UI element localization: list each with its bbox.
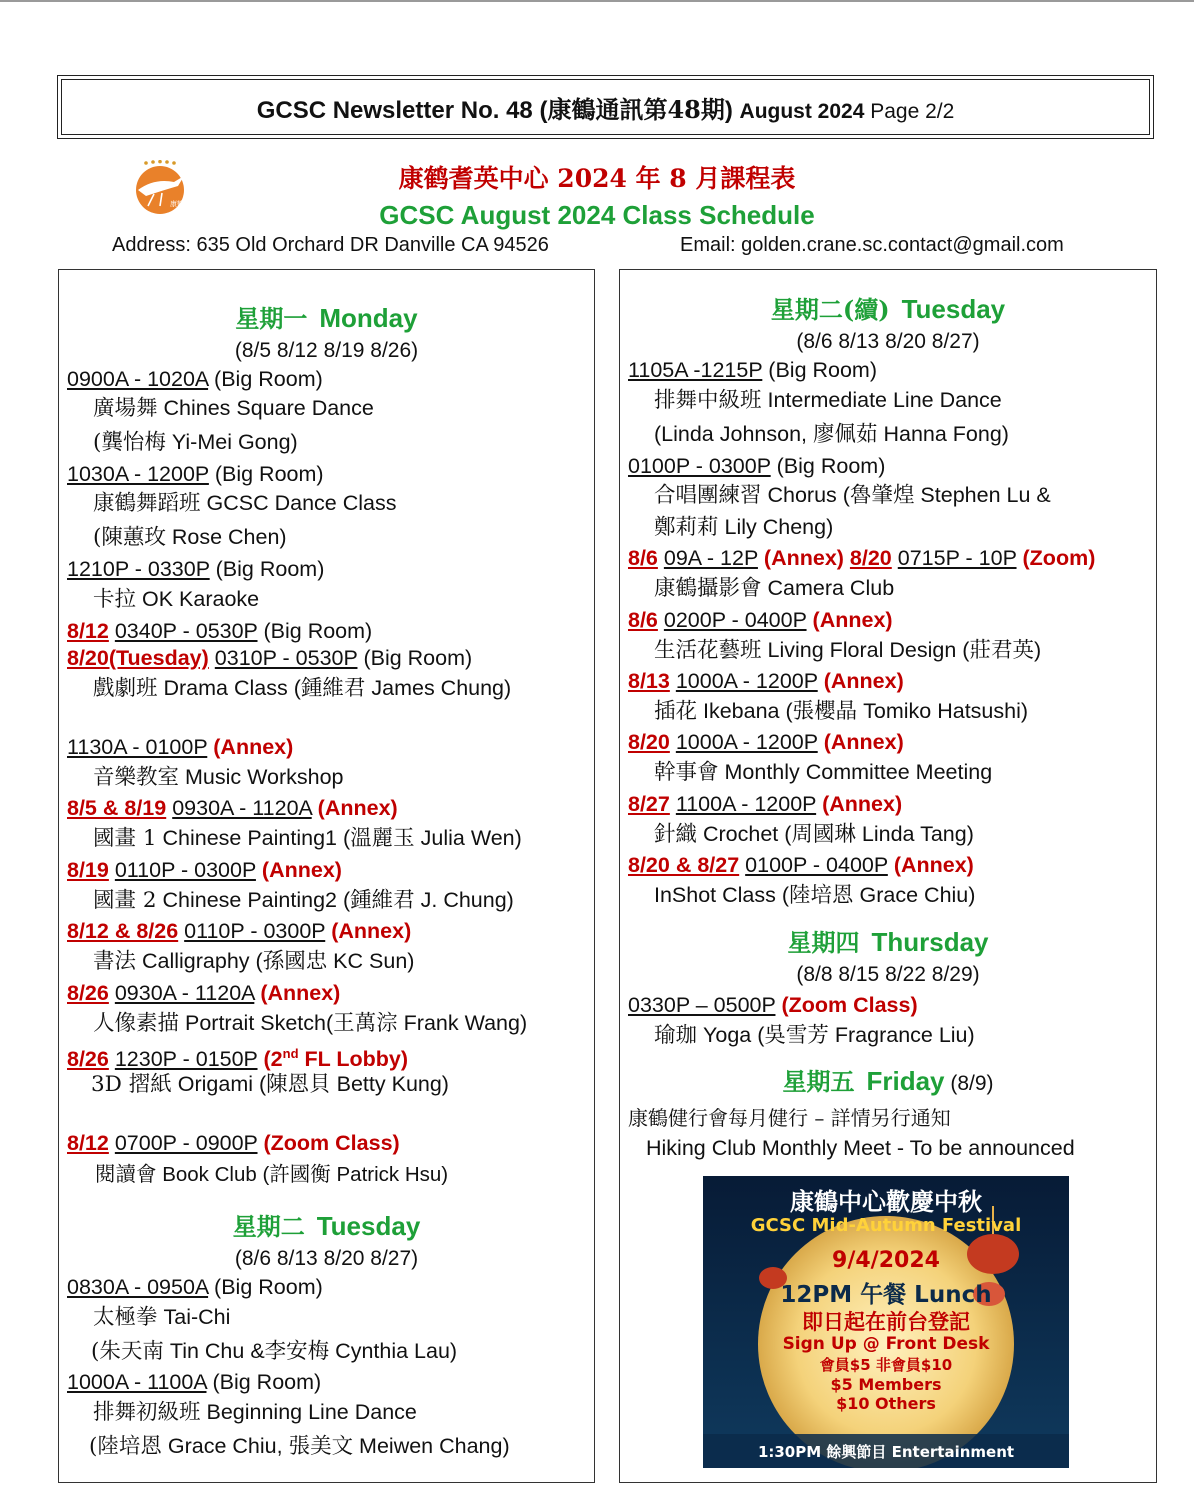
newsletter-name: GCSC Newsletter No. 48	[256, 97, 533, 124]
class-time: 1105A -1215P	[628, 358, 763, 382]
room-superscript: nd	[282, 1046, 299, 1061]
poster-title-zh: 康鶴中心歡慶中秋	[790, 1188, 982, 1216]
day-zh: 星期二	[232, 1212, 305, 1241]
class-time-row	[628, 544, 1095, 572]
teacher-zh: 吳雪芳	[764, 1023, 829, 1048]
teacher-en: Linda Tang)	[855, 822, 974, 846]
class-time-row	[628, 728, 904, 756]
class-time: 0110P - 0300P	[184, 919, 326, 943]
class-time: 1100A - 1200P	[675, 792, 817, 816]
class-title-en: Chinese Painting1 (	[156, 826, 351, 850]
class-time-row	[67, 856, 342, 884]
newsletter-header	[57, 75, 1154, 139]
schedule-title-zh: 康鹤耆英中心 2024 年 8 月課程表	[398, 164, 796, 193]
class-time-row	[628, 606, 893, 634]
class-title-zh: 針織	[654, 822, 698, 847]
day-zh: 星期四	[787, 928, 860, 957]
class-date: 8/20(Tuesday)	[67, 646, 209, 670]
class-title-en: Portrait Sketch(	[179, 1011, 334, 1035]
class-room: (Annex)	[823, 669, 904, 693]
class-time: 1030A - 1200P	[67, 462, 209, 486]
class-time: 0900A - 1020A	[67, 367, 209, 391]
class-title-zh: 康鶴舞蹈班	[93, 491, 201, 516]
teacher-en: (Linda Johnson,	[654, 422, 813, 446]
class-title-row	[654, 881, 975, 910]
class-title-en: Beginning Line Dance	[200, 1400, 417, 1424]
class-title-zh: 幹事會	[654, 760, 719, 785]
poster-date: 9/4/2024	[832, 1248, 940, 1273]
class-time: 0100P - 0300P	[628, 454, 771, 478]
newsletter-zh-title: 康鶴通訊第48期	[547, 95, 725, 124]
teacher-en: Fragrance Liu)	[828, 1023, 975, 1047]
class-time-row	[67, 460, 324, 488]
entertainment-zh: 餘興節目	[826, 1443, 887, 1461]
class-title-row	[93, 824, 522, 853]
class-time-row	[67, 979, 340, 1007]
class-time: 0715P - 10P	[897, 546, 1017, 570]
class-room: (Big Room)	[357, 646, 473, 670]
day-heading-tuesday	[59, 1210, 594, 1243]
class-room: (Annex)	[331, 919, 412, 943]
teacher-zh: 李安梅	[264, 1339, 330, 1364]
class-date: 8/20	[628, 730, 670, 754]
class-title-en: Camera Club	[761, 576, 895, 600]
teacher-zh: (陸培恩	[89, 1434, 162, 1459]
class-title-en: Origami (	[171, 1072, 267, 1096]
class-teacher-row	[93, 428, 298, 457]
monday-dates: (8/5 8/12 8/19 8/26)	[234, 339, 419, 362]
class-time-row	[67, 1273, 323, 1301]
class-time: 0930A - 1120A	[114, 981, 255, 1005]
class-title-row	[654, 481, 1051, 510]
class-time-row	[628, 790, 902, 818]
class-title-row	[93, 489, 396, 518]
teacher-zh: 陸培恩	[789, 883, 854, 908]
teacher-zh: (龔怡梅	[93, 430, 166, 455]
class-room: (Big Room)	[257, 619, 373, 643]
class-room: (Zoom Class)	[781, 993, 918, 1017]
class-room: (Annex)	[893, 853, 974, 877]
teacher-zh: 張美文	[288, 1434, 354, 1459]
friday-dates: (8/9)	[944, 1072, 994, 1095]
class-title-en: OK Karaoke	[136, 587, 260, 611]
class-room: (Annex)	[763, 546, 844, 570]
header-paren-open: (	[532, 97, 548, 124]
class-title-row	[93, 1303, 230, 1332]
class-time: 0700P - 0900P	[114, 1131, 258, 1155]
class-title-zh: 排舞中級班	[654, 388, 762, 413]
hiking-club-zh: 康鶴健行會每月健行 – 詳情另行通知	[628, 1106, 951, 1130]
class-time: 0200P - 0400P	[663, 608, 807, 632]
contact-email[interactable]: Email: golden.crane.sc.contact@gmail.com	[680, 234, 1064, 256]
class-room: (Big Room)	[209, 557, 325, 581]
teacher-en: Cynthia Lau)	[329, 1339, 458, 1363]
teacher-en: Stephen Lu &	[914, 483, 1051, 507]
class-title-row	[93, 886, 514, 915]
day-heading-tuesday-continued	[620, 293, 1156, 326]
teacher-zh: 溫麗玉	[350, 826, 415, 851]
class-title-en: Calligraphy (	[136, 949, 263, 973]
teacher-zh: 孫國忠	[262, 949, 328, 974]
class-title-zh: 卡拉	[93, 587, 137, 612]
class-time: 1000A - 1100A	[67, 1370, 207, 1394]
logo-text: 康鶴	[170, 200, 184, 208]
class-time-row	[67, 1129, 400, 1157]
teacher-zh: (陳蕙玫	[93, 525, 166, 550]
class-title-en: Tai-Chi	[157, 1305, 231, 1329]
teacher-zh: 張櫻晶	[792, 699, 858, 724]
class-date: 8/6	[628, 608, 658, 632]
class-time: 0330P – 0500P	[628, 993, 776, 1017]
class-title-row	[654, 758, 992, 787]
tuesday-dates: (8/6 8/13 8/20 8/27)	[234, 1247, 419, 1270]
class-time-row	[67, 1368, 321, 1396]
class-title-en: Crochet (	[697, 822, 792, 846]
class-time-row	[67, 733, 293, 761]
class-title-en: Intermediate Line Dance	[761, 388, 1002, 412]
class-teacher-row	[91, 1337, 457, 1366]
class-time-row	[67, 794, 398, 822]
day-en: Monday	[319, 303, 418, 333]
teacher-en: Rose Chen)	[165, 525, 287, 549]
class-title-en: Monthly Committee Meeting	[718, 760, 993, 784]
lunch-time: 12PM	[780, 1282, 861, 1308]
class-title-en: Drama Class (	[157, 676, 301, 700]
day-en: Thursday	[871, 927, 989, 957]
class-title-en: Yoga (	[697, 1023, 765, 1047]
class-title-zh: 書法	[93, 949, 137, 974]
poster-lunch	[703, 1276, 1069, 1309]
teacher-zh: 周國琳	[791, 822, 856, 847]
poster-price-members: $5 Members	[830, 1375, 942, 1394]
class-time: 1130A - 0100P	[67, 735, 208, 759]
class-title-en: Music Workshop	[179, 765, 344, 789]
class-room: (Annex)	[823, 730, 904, 754]
newsletter-header-text	[58, 96, 1153, 126]
poster-title-en: GCSC Mid-Autumn Festival	[750, 1215, 1022, 1236]
class-time: 09A - 12P	[663, 546, 758, 570]
class-title-row	[654, 820, 974, 849]
class-title-zh: 瑜珈	[654, 1023, 698, 1048]
class-title-row	[654, 1021, 975, 1050]
class-time-row	[67, 617, 372, 645]
class-room: (Annex)	[260, 981, 341, 1005]
class-time-row	[628, 452, 885, 480]
teacher-en: Patrick Hsu)	[330, 1163, 449, 1186]
class-title-row	[654, 697, 1028, 726]
thursday-dates: (8/8 8/15 8/22 8/29)	[796, 963, 980, 986]
class-room: (Annex)	[261, 858, 342, 882]
teacher-en: )	[1033, 638, 1042, 662]
class-title-en: Chinese Painting2 (	[156, 888, 351, 912]
class-time: 1210P - 0330P	[67, 557, 210, 581]
class-time: 0110P - 0300P	[114, 858, 256, 882]
teacher-zh: 廖佩茹	[812, 422, 878, 447]
class-date: 8/27	[628, 792, 670, 816]
class-time: 0340P - 0530P	[114, 619, 258, 643]
class-room: (Annex)	[822, 792, 903, 816]
class-time-row	[67, 365, 323, 393]
class-room: (Zoom)	[1022, 546, 1096, 570]
teacher-en: James Chung)	[365, 676, 512, 700]
class-teacher-row	[654, 513, 833, 542]
class-time: 0930A - 1120A	[172, 796, 312, 820]
teacher-en: Tin Chu &	[163, 1339, 265, 1363]
class-title-row	[654, 636, 1041, 665]
teacher-en: J. Chung)	[414, 888, 514, 912]
teacher-en: Julia Wen)	[414, 826, 522, 850]
mid-autumn-festival-poster	[703, 1176, 1069, 1468]
class-title-en: GCSC Dance Class	[200, 491, 397, 515]
hiking-club-en: Hiking Club Monthly Meet - To be announced	[646, 1136, 1075, 1160]
teacher-en: Tomiko Hatsushi)	[857, 699, 1029, 723]
class-time-row	[67, 644, 472, 672]
day-heading-monday	[59, 302, 594, 335]
class-title-zh: 3D 摺紙	[91, 1072, 172, 1097]
class-date: 8/6	[628, 546, 658, 570]
class-room: (Big Room)	[770, 454, 886, 478]
day-zh: 星期一	[235, 304, 308, 333]
class-time: 1000A - 1200P	[675, 730, 818, 754]
entertainment-time: 1:30PM	[757, 1443, 827, 1461]
poster-price-zh: 會員$5 非會員$10	[819, 1356, 953, 1374]
teacher-zh: 魯肇煌	[849, 483, 915, 508]
class-room: (Annex)	[317, 796, 398, 820]
class-title-zh: 人像素描	[93, 1011, 180, 1036]
class-date: 8/13	[628, 669, 670, 693]
teacher-zh: 鍾維君	[300, 676, 366, 701]
class-title-zh: 國畫 2	[93, 888, 157, 913]
class-title-zh: 音樂教室	[93, 765, 180, 790]
class-time-row	[628, 851, 974, 879]
class-date: 8/5 & 8/19	[67, 796, 167, 820]
class-title-zh: 插花	[654, 699, 698, 724]
class-title-en: Living Floral Design (	[761, 638, 970, 662]
class-time: 0310P - 0530P	[214, 646, 358, 670]
class-room: (Annex)	[812, 608, 893, 632]
teacher-zh: 陳恩貝	[266, 1072, 331, 1097]
teacher-zh: 王萬淙	[333, 1011, 398, 1036]
day-heading-friday	[620, 1065, 1156, 1100]
class-date: 8/12 & 8/26	[67, 919, 179, 943]
class-time-row	[67, 917, 411, 945]
class-date: 8/12	[67, 619, 109, 643]
teacher-en: Meiwen Chang)	[353, 1434, 510, 1458]
class-title-zh: 合唱團練習	[654, 483, 762, 508]
room-part: (2	[263, 1047, 283, 1072]
class-title-row	[95, 1160, 448, 1189]
class-title-row	[654, 386, 1002, 415]
class-title-zh: 康鶴攝影會	[654, 576, 762, 601]
teacher-en: Betty Kung)	[330, 1072, 449, 1096]
day-en: Tuesday	[316, 1211, 421, 1241]
class-teacher-row	[93, 523, 287, 552]
class-date: 8/12	[67, 1131, 109, 1155]
teacher-en: Frank Wang)	[397, 1011, 528, 1035]
class-room: (Big Room)	[208, 462, 324, 486]
teacher-en: KC Sun)	[327, 949, 415, 973]
class-title-en: Chines Square Dance	[157, 396, 374, 420]
class-room: (Big Room)	[208, 1275, 323, 1299]
class-title-zh: 廣場舞	[93, 396, 158, 421]
class-title-zh: 戲劇班	[93, 676, 158, 701]
top-rule	[0, 0, 1194, 2]
class-time: 0830A - 0950A	[67, 1275, 209, 1299]
teacher-zh: (朱天南	[91, 1339, 164, 1364]
class-title-row	[93, 674, 511, 703]
class-date: 8/26	[67, 1047, 109, 1072]
class-title-row	[654, 574, 894, 603]
teacher-zh: 許國衡	[269, 1162, 331, 1186]
class-room: (Annex)	[213, 735, 294, 759]
class-room: (Zoom Class)	[263, 1131, 400, 1155]
teacher-zh: 莊君英	[969, 638, 1034, 663]
class-title-en: InShot Class (	[654, 883, 790, 907]
teacher-en: Grace Chiu,	[161, 1434, 289, 1458]
lunch-zh: 午餐	[860, 1281, 907, 1308]
class-title-en: Book Club (	[156, 1163, 270, 1186]
class-time: 0100P - 0400P	[745, 853, 888, 877]
page-number: Page 2/2	[864, 100, 955, 123]
teacher-en: Yi-Mei Gong)	[165, 430, 298, 454]
class-title-row	[93, 585, 259, 614]
class-date: 8/20 & 8/27	[628, 853, 740, 877]
class-time-row	[67, 1040, 408, 1073]
class-room	[264, 1047, 409, 1071]
room-part: FL Lobby)	[298, 1047, 408, 1072]
class-title-zh: 排舞初級班	[93, 1400, 201, 1425]
class-teacher-row	[89, 1432, 510, 1461]
class-time-row	[628, 356, 877, 384]
class-title-row	[93, 947, 414, 976]
class-title-zh: 閱讀會	[95, 1162, 157, 1186]
class-title-zh: 生活花藝班	[654, 638, 762, 663]
day-en: Tuesday	[901, 294, 1006, 324]
day-zh: 星期五	[782, 1067, 855, 1096]
poster-signup-en: Sign Up @ Front Desk	[782, 1334, 990, 1354]
teacher-zh: 鍾維君	[350, 888, 415, 913]
teacher-en: Lily Cheng)	[718, 515, 834, 539]
class-title-zh: 太極拳	[93, 1305, 158, 1330]
teacher-en: Hanna Fong)	[877, 422, 1009, 446]
class-teacher-row	[654, 420, 1009, 449]
entertainment-en: Entertainment	[886, 1443, 1015, 1461]
center-address: Address: 635 Old Orchard DR Danville CA 94526	[112, 234, 549, 256]
class-date: 8/26	[67, 981, 109, 1005]
teacher-en: Grace Chiu)	[853, 883, 976, 907]
poster-price-others: $10 Others	[836, 1394, 936, 1413]
class-room: (Big Room)	[208, 367, 323, 391]
header-paren-close: )	[724, 97, 740, 124]
class-room: (Big Room)	[206, 1370, 322, 1394]
day-heading-thursday	[620, 926, 1156, 959]
schedule-title-en: GCSC August 2024 Class Schedule	[379, 200, 815, 230]
class-time-row	[628, 991, 918, 1019]
class-time: 1000A - 1200P	[675, 669, 818, 693]
day-zh: 星期二(續)	[770, 295, 890, 324]
lunch-en: Lunch	[906, 1282, 992, 1308]
teacher-zh: 鄭莉莉	[654, 515, 719, 540]
class-title-en: Chorus (	[761, 483, 850, 507]
newsletter-month: August 2024	[739, 100, 865, 123]
day-en: Friday	[866, 1066, 945, 1096]
class-time-row	[67, 555, 324, 583]
class-title-row	[91, 1070, 449, 1099]
class-time: 1230P - 0150P	[114, 1047, 258, 1072]
schedule-column-left	[58, 269, 595, 1483]
class-date: 8/20	[849, 546, 892, 570]
class-title-row	[93, 1009, 527, 1038]
class-room: (Big Room)	[762, 358, 878, 382]
class-title-zh: 國畫 1	[93, 826, 157, 851]
tuesday-dates: (8/6 8/13 8/20 8/27)	[796, 330, 980, 353]
poster-entertainment	[703, 1441, 1069, 1462]
class-title-en: Ikebana (	[697, 699, 793, 723]
class-date: 8/19	[67, 858, 109, 882]
class-time-row	[628, 667, 904, 695]
class-title-row	[93, 394, 374, 423]
class-title-row	[93, 763, 344, 792]
poster-signup-zh: 即日起在前台登記	[802, 1310, 970, 1334]
class-title-row	[93, 1398, 417, 1427]
